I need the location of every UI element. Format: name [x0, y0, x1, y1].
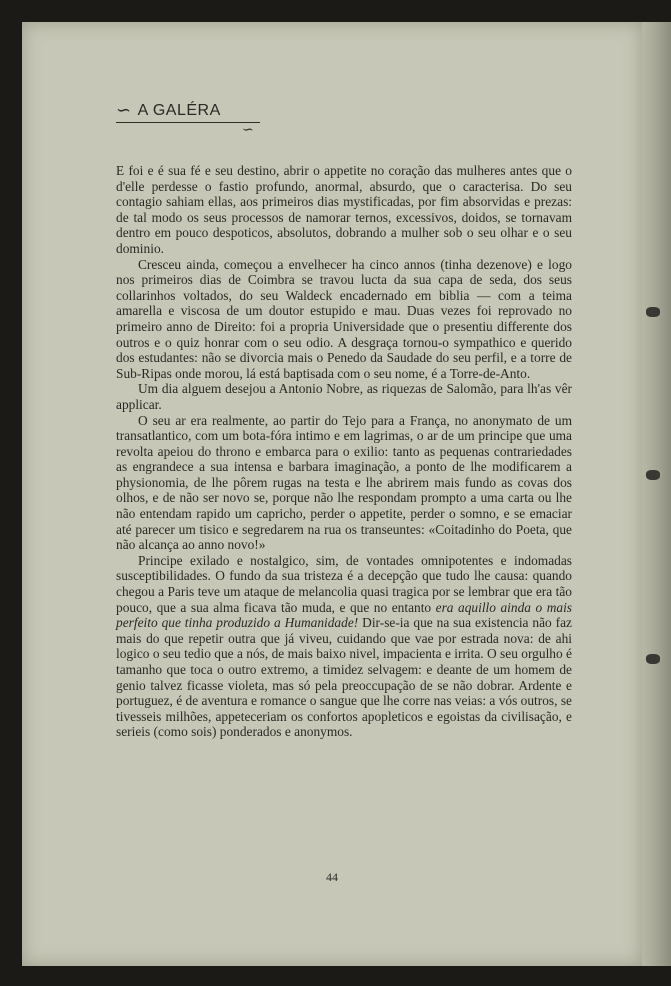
running-header — [116, 100, 266, 121]
paragraph: Um dia alguem desejou a Antonio Nobre, as riquezas de Salomão, para lh'as vêr applicar. — [116, 381, 572, 412]
header-rule — [116, 122, 260, 123]
paragraph: Cresceu ainda, começou a envelhecer ha cinco annos (tinha dezenove) e logo nos primeiros dias de Coimbra se travou lucta da sua capa de seda, dos seus collarinhos voltados, do seu Waldeck encadernado em biblia — com a teima amarella e viscosa de um doutor estupido e mau. Duas vezes foi reprovado no primeiro anno de Direito: foi a propria Universidade que o presentiu differente dos outros e o quiz honrar com o seu odio. A desgraça tornou-o sympathico e querido dos estudantes: não se divorcia mais o Penedo da Saudade do seu perfil, e a torre de Sub-Ripas onde morou, lá está baptisada com o seu nome, é a Torre-de-Anto. — [116, 256, 572, 381]
ornament-swash-icon: ∽ — [242, 123, 254, 138]
paragraph-text: Dir-se-ia que na sua existencia não faz mais do que repetir outra que já viveu, cuidando que vae por estrada nova: de ahi logico o seu tedio que a nós, de mais baixo nivel, impacienta e irrita. O seu orgulho é tamanho que toca o outro extremo, a timidez selvagem: e deante de um homem de genio talvez ficasse violeta, mas só pela preoccupação de se não dobrar. Ardente e portuguez, é de aventura e romance o sangue que lhe corre nas veias: a vós outros, se tivesseis milhões, appeteceriam os confortos apopleticos e egoistas da civilisação, e serieis (como sois) ponderados e anonymos. — [116, 615, 572, 740]
paragraph: O seu ar era realmente, ao partir do Tejo para a França, no anonymato de um transatlantico, com um bota-fóra intimo e em lagrimas, o ar de um principe que uma revolta apeiou do throno e embarca para o exilio: tanto as pequenas contrariedades as engrandece a sua intensa e barbara imaginação, a ponto de lhe modificarem a physionomia, de lhe pôrem rugas na testa e lhe abrirem mais fundo as covas dos olhos, e de não ser novo se, porque não lhe respondam prompto a uma carta ou lhe não entendam rapido um capricho, perder o appetite, perder o somno, e se emaciar até parecer um tisico e segredarem na rua os transeuntes: «Coitadinho do Poeta, que não alcança ao anno novo!» — [116, 412, 572, 553]
paragraph: E foi e é sua fé e seu destino, abrir o appetite no coração das mulheres antes que o d'elle perdesse o fastio profundo, anormal, absurdo, que o caracterisa. Do seu contagio sahiam ellas, aos primeiros dias mystificadas, por fim absorvidas e prezas: de tal modo os seus processos de namorar ternos, excessivos, doidos, se tornavam dentro em pouco despoticos, absolutos, dobrando a mulher sob o seu olhar e o seu dominio. — [116, 163, 572, 256]
book-page — [22, 22, 642, 966]
paragraph-text: Principe exilado e nostalgico, sim, de vontades omnipotentes e indomadas susceptibilidades. O fundo da sua tristeza é a decepção que tudo lhe causa: quando chegou a Paris teve um ataque de melancolia quasi tragica por se lembrar que era tão pouco, que a sua alma ficava tão muda, e que no entanto — [116, 552, 572, 615]
ink-spot — [646, 470, 660, 480]
body-text — [116, 163, 572, 740]
paragraph — [116, 553, 572, 740]
chapter-title: A GALÉRA — [137, 101, 221, 119]
ink-spot — [646, 654, 660, 664]
ornament-swash-icon: ∽ — [116, 100, 132, 120]
page-number: 44 — [326, 870, 338, 884]
ink-spot — [646, 307, 660, 317]
italic-quote: era aquillo ainda o mais perfeito que tinha produzido a Humanidade! — [116, 599, 573, 631]
book-gutter — [642, 22, 671, 966]
